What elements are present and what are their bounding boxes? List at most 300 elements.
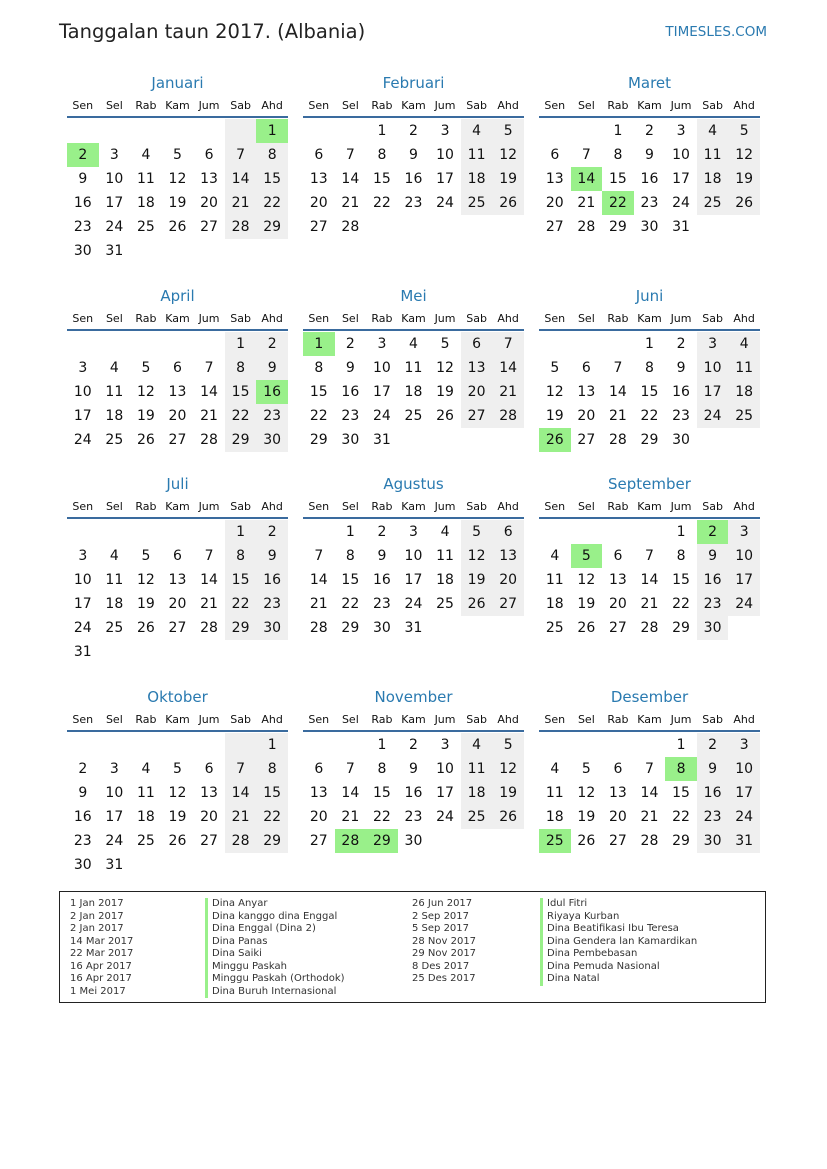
weekday-label: Sab xyxy=(466,499,487,513)
day-cell: 3 xyxy=(697,332,729,356)
week-row xyxy=(67,239,288,263)
day-cell: 24 xyxy=(372,408,391,424)
day-cell: 10 xyxy=(436,147,454,163)
day-cell: 13 xyxy=(309,785,328,801)
week-row xyxy=(303,215,524,239)
empty-cell xyxy=(539,119,571,143)
day-cell: 20 xyxy=(492,568,524,592)
legend-line: Dina kanggo dina Enggal xyxy=(205,911,345,924)
day-cell: 9 xyxy=(409,761,418,777)
legend-line: 16 Apr 2017 xyxy=(70,973,132,984)
day-cell: 25 xyxy=(136,833,155,849)
day-cell: 8 xyxy=(314,360,324,376)
day-cell: 22 xyxy=(672,809,690,825)
month-september xyxy=(539,473,760,640)
header-rule xyxy=(539,517,760,519)
week-row xyxy=(67,829,288,853)
day-cell: 13 xyxy=(608,572,627,588)
weekday-header xyxy=(539,708,760,730)
day-cell: 13 xyxy=(608,785,627,801)
week-row xyxy=(539,143,760,167)
day-cell: 13 xyxy=(461,356,493,380)
holiday-day-cell: 26 xyxy=(539,428,571,452)
week-row xyxy=(539,215,760,239)
day-cell: 3 xyxy=(377,336,387,352)
day-cell: 16 xyxy=(404,785,423,801)
weekday-header xyxy=(539,495,760,517)
week-row xyxy=(67,332,288,356)
day-cell: 2 xyxy=(697,733,729,757)
legend-line: 5 Sep 2017 xyxy=(412,923,470,934)
day-cell: 23 xyxy=(341,408,360,424)
weekday-label: Rab xyxy=(135,311,157,325)
day-cell: 17 xyxy=(672,171,690,187)
day-cell: 27 xyxy=(608,833,627,849)
day-cell: 7 xyxy=(225,143,257,167)
week-row xyxy=(539,805,760,829)
week-row xyxy=(303,616,524,640)
day-cell: 7 xyxy=(314,548,324,564)
week-row xyxy=(67,733,288,757)
day-cell: 11 xyxy=(728,356,760,380)
day-cell: 23 xyxy=(73,833,92,849)
day-cell: 23 xyxy=(404,195,423,211)
day-cell: 8 xyxy=(377,147,387,163)
month-name: September xyxy=(608,475,691,493)
empty-cell xyxy=(162,640,194,664)
day-cell: 14 xyxy=(640,572,659,588)
day-cell: 28 xyxy=(577,219,596,235)
day-cell: 4 xyxy=(141,147,151,163)
day-cell: 6 xyxy=(173,360,182,376)
day-cell: 14 xyxy=(225,167,257,191)
empty-cell xyxy=(335,119,367,143)
weekday-label: Sen xyxy=(308,712,330,726)
week-row xyxy=(539,544,760,568)
day-cell: 21 xyxy=(200,596,218,612)
weekday-label: Ahd xyxy=(497,499,519,513)
day-cell: 13 xyxy=(200,171,218,187)
day-cell: 19 xyxy=(492,781,524,805)
legend-line: 16 Apr 2017 xyxy=(70,960,132,972)
day-cell: 28 xyxy=(200,620,218,636)
day-cell: 28 xyxy=(200,432,218,448)
header-rule xyxy=(539,116,760,118)
weekday-label: Sab xyxy=(466,98,487,112)
day-cell: 27 xyxy=(200,219,218,235)
header-rule xyxy=(303,730,524,732)
day-cell: 9 xyxy=(345,360,355,376)
day-cell: 6 xyxy=(492,520,524,544)
day-cell: 14 xyxy=(341,171,360,187)
empty-cell xyxy=(634,733,666,757)
week-row xyxy=(67,805,288,829)
weekday-label: Rab xyxy=(371,98,393,112)
week-row xyxy=(539,356,760,380)
day-cell: 19 xyxy=(461,568,493,592)
day-cell: 25 xyxy=(728,404,760,428)
day-cell: 26 xyxy=(168,219,187,235)
weekday-label: Jum xyxy=(198,98,220,112)
day-cell: 29 xyxy=(341,620,360,636)
day-cell: 21 xyxy=(309,596,328,612)
legend-line: Riyaya Kurban xyxy=(540,911,697,924)
week-row xyxy=(67,640,288,664)
day-cell: 15 xyxy=(672,572,690,588)
day-cell: 8 xyxy=(676,548,686,564)
day-cell: 12 xyxy=(168,785,187,801)
empty-cell xyxy=(429,428,461,452)
weekday-label: Sab xyxy=(230,712,251,726)
day-cell: 26 xyxy=(436,408,454,424)
day-cell: 25 xyxy=(136,219,155,235)
empty-cell xyxy=(492,215,524,239)
day-cell: 12 xyxy=(168,171,187,187)
month-name: Mei xyxy=(400,287,427,305)
day-cell: 13 xyxy=(577,384,596,400)
day-cell: 5 xyxy=(141,360,151,376)
day-cell: 6 xyxy=(461,332,493,356)
day-cell: 19 xyxy=(136,596,155,612)
day-cell: 4 xyxy=(109,360,119,376)
empty-cell xyxy=(193,853,225,877)
empty-cell xyxy=(492,829,524,853)
week-row xyxy=(67,616,288,640)
weekday-label: Jum xyxy=(670,98,692,112)
day-cell: 17 xyxy=(436,785,454,801)
weekday-label: Jum xyxy=(434,98,456,112)
day-cell: 7 xyxy=(204,548,214,564)
legend-dates-column-2 xyxy=(412,898,476,986)
day-cell: 15 xyxy=(256,781,288,805)
day-cell: 26 xyxy=(168,833,187,849)
empty-cell xyxy=(571,332,603,356)
empty-cell xyxy=(256,853,288,877)
legend-line: Dina Natal xyxy=(540,973,697,986)
week-row xyxy=(539,428,760,452)
weekday-label: Kam xyxy=(637,712,662,726)
weekday-label: Sab xyxy=(230,311,251,325)
weekday-label: Sab xyxy=(230,499,251,513)
day-cell: 31 xyxy=(73,644,92,660)
day-cell: 12 xyxy=(492,757,524,781)
empty-cell xyxy=(303,520,335,544)
week-row xyxy=(303,568,524,592)
day-cell: 31 xyxy=(105,857,124,873)
week-row xyxy=(67,568,288,592)
empty-cell xyxy=(99,733,131,757)
day-cell: 8 xyxy=(225,544,257,568)
week-row xyxy=(303,404,524,428)
week-row xyxy=(539,191,760,215)
day-cell: 3 xyxy=(728,733,760,757)
day-cell: 14 xyxy=(200,384,218,400)
weekday-label: Jum xyxy=(198,311,220,325)
day-cell: 29 xyxy=(608,219,627,235)
empty-cell xyxy=(225,640,257,664)
week-row xyxy=(539,332,760,356)
header-rule xyxy=(67,730,288,732)
weekday-label: Ahd xyxy=(497,712,519,726)
week-row xyxy=(67,356,288,380)
day-cell: 31 xyxy=(105,243,124,259)
day-cell: 10 xyxy=(372,360,391,376)
weekday-label: Kam xyxy=(165,98,190,112)
day-cell: 15 xyxy=(672,785,690,801)
day-cell: 2 xyxy=(409,737,418,753)
empty-cell xyxy=(697,428,729,452)
legend-line: 2 Jan 2017 xyxy=(70,923,124,934)
day-cell: 20 xyxy=(577,408,596,424)
day-cell: 1 xyxy=(676,524,686,540)
day-cell: 23 xyxy=(256,592,288,616)
week-row xyxy=(303,356,524,380)
day-cell: 21 xyxy=(225,805,257,829)
day-cell: 9 xyxy=(645,147,654,163)
week-row xyxy=(303,428,524,452)
day-cell: 1 xyxy=(345,524,355,540)
day-cell: 18 xyxy=(136,195,155,211)
empty-cell xyxy=(697,215,729,239)
day-cell: 2 xyxy=(377,524,387,540)
day-cell: 15 xyxy=(372,171,391,187)
weekday-header xyxy=(67,708,288,730)
weekday-label: Sel xyxy=(105,499,123,513)
weekday-label: Jum xyxy=(670,712,692,726)
weekday-label: Sen xyxy=(544,98,566,112)
day-cell: 12 xyxy=(577,572,596,588)
day-cell: 25 xyxy=(545,620,564,636)
week-row xyxy=(539,520,760,544)
weekday-label: Kam xyxy=(401,311,426,325)
empty-cell xyxy=(539,733,571,757)
day-cell: 31 xyxy=(728,829,760,853)
weekday-label: Sel xyxy=(341,499,359,513)
month-name: Januari xyxy=(151,74,204,92)
day-cell: 19 xyxy=(136,408,155,424)
week-row xyxy=(539,404,760,428)
empty-cell xyxy=(461,215,493,239)
empty-cell xyxy=(162,119,194,143)
day-cell: 17 xyxy=(697,380,729,404)
day-cell: 30 xyxy=(372,620,391,636)
empty-cell xyxy=(225,733,257,757)
day-cell: 21 xyxy=(640,596,659,612)
day-cell: 20 xyxy=(608,596,627,612)
weekday-label: Rab xyxy=(607,499,629,513)
day-cell: 17 xyxy=(404,572,423,588)
day-cell: 18 xyxy=(461,781,493,805)
empty-cell xyxy=(256,640,288,664)
day-cell: 6 xyxy=(613,548,623,564)
empty-cell xyxy=(335,733,367,757)
day-cell: 16 xyxy=(341,384,360,400)
day-cell: 23 xyxy=(256,404,288,428)
day-cell: 10 xyxy=(105,171,124,187)
weekday-label: Sel xyxy=(105,712,123,726)
day-cell: 29 xyxy=(672,620,690,636)
day-cell: 3 xyxy=(728,520,760,544)
day-cell: 6 xyxy=(550,147,560,163)
day-cell: 25 xyxy=(461,191,493,215)
day-cell: 21 xyxy=(492,380,524,404)
day-cell: 18 xyxy=(545,809,564,825)
day-cell: 27 xyxy=(545,219,564,235)
day-cell: 12 xyxy=(136,384,155,400)
weekday-label: Rab xyxy=(371,712,393,726)
day-cell: 11 xyxy=(136,785,155,801)
weekday-label: Ahd xyxy=(261,499,283,513)
month-name: Oktober xyxy=(147,688,208,706)
day-cell: 24 xyxy=(105,833,124,849)
day-cell: 19 xyxy=(728,167,760,191)
empty-cell xyxy=(256,239,288,263)
week-row xyxy=(539,781,760,805)
day-cell: 17 xyxy=(105,809,124,825)
day-cell: 25 xyxy=(697,191,729,215)
day-cell: 15 xyxy=(309,384,328,400)
day-cell: 18 xyxy=(436,572,454,588)
day-cell: 18 xyxy=(404,384,423,400)
day-cell: 16 xyxy=(73,195,92,211)
month-mei xyxy=(303,285,524,452)
weekday-label: Sen xyxy=(72,712,94,726)
day-cell: 6 xyxy=(314,147,324,163)
holiday-day-cell: 2 xyxy=(697,520,729,544)
weekday-label: Jum xyxy=(198,712,220,726)
day-cell: 4 xyxy=(461,733,493,757)
week-row xyxy=(539,568,760,592)
month-oktober xyxy=(67,686,288,877)
empty-cell xyxy=(225,239,257,263)
day-cell: 16 xyxy=(404,171,423,187)
legend-line: Dina Anyar xyxy=(205,898,345,911)
holiday-legend xyxy=(59,891,766,1003)
day-cell: 30 xyxy=(697,616,729,640)
day-cell: 5 xyxy=(440,336,450,352)
weekday-label: Ahd xyxy=(261,712,283,726)
day-cell: 27 xyxy=(608,620,627,636)
month-maret xyxy=(539,72,760,239)
day-cell: 13 xyxy=(200,785,218,801)
empty-cell xyxy=(130,853,162,877)
day-cell: 13 xyxy=(309,171,328,187)
weekday-header xyxy=(303,708,524,730)
day-cell: 15 xyxy=(256,167,288,191)
day-cell: 3 xyxy=(78,548,88,564)
day-cell: 2 xyxy=(676,336,686,352)
day-cell: 3 xyxy=(109,761,119,777)
legend-line: 29 Nov 2017 xyxy=(412,948,477,959)
month-november xyxy=(303,686,524,853)
day-cell: 21 xyxy=(341,195,360,211)
holiday-day-cell: 5 xyxy=(571,544,603,568)
day-cell: 19 xyxy=(577,809,596,825)
week-row xyxy=(67,757,288,781)
empty-cell xyxy=(67,332,99,356)
weekday-label: Jum xyxy=(434,311,456,325)
day-cell: 11 xyxy=(404,360,423,376)
day-cell: 29 xyxy=(672,833,690,849)
empty-cell xyxy=(303,119,335,143)
day-cell: 2 xyxy=(256,520,288,544)
day-cell: 17 xyxy=(728,781,760,805)
day-cell: 28 xyxy=(640,833,659,849)
empty-cell xyxy=(193,520,225,544)
header-rule xyxy=(67,329,288,331)
day-cell: 10 xyxy=(697,356,729,380)
empty-cell xyxy=(130,520,162,544)
legend-line: Dina Beatifikasi Ibu Teresa xyxy=(540,923,697,936)
day-cell: 5 xyxy=(492,733,524,757)
empty-cell xyxy=(130,640,162,664)
day-cell: 1 xyxy=(377,737,387,753)
month-juni xyxy=(539,285,760,452)
day-cell: 12 xyxy=(545,384,564,400)
day-cell: 25 xyxy=(105,620,124,636)
day-cell: 11 xyxy=(105,384,124,400)
weekday-header xyxy=(539,307,760,329)
day-cell: 15 xyxy=(341,572,360,588)
empty-cell xyxy=(193,640,225,664)
site-link[interactable]: TIMESLES.COM xyxy=(665,24,767,40)
day-cell: 23 xyxy=(672,408,690,424)
weekday-label: Kam xyxy=(637,499,662,513)
day-cell: 6 xyxy=(204,147,214,163)
day-cell: 24 xyxy=(73,620,92,636)
month-april xyxy=(67,285,288,452)
empty-cell xyxy=(461,428,493,452)
legend-dates-column-1 xyxy=(70,898,133,998)
week-row xyxy=(303,119,524,143)
day-cell: 24 xyxy=(672,195,690,211)
day-cell: 9 xyxy=(676,360,686,376)
holiday-day-cell: 29 xyxy=(366,829,398,853)
day-cell: 2 xyxy=(409,123,418,139)
week-row xyxy=(303,592,524,616)
day-cell: 14 xyxy=(341,785,360,801)
day-cell: 26 xyxy=(728,191,760,215)
day-cell: 24 xyxy=(105,219,124,235)
holiday-day-cell: 25 xyxy=(539,829,571,853)
month-name: Maret xyxy=(627,74,672,92)
legend-line: 1 Mei 2017 xyxy=(70,985,126,997)
empty-cell xyxy=(99,520,131,544)
month-name: November xyxy=(374,688,453,706)
weekday-label: Sab xyxy=(702,98,723,112)
day-cell: 16 xyxy=(697,568,729,592)
week-row xyxy=(303,332,524,356)
empty-cell xyxy=(728,428,760,452)
day-cell: 22 xyxy=(341,596,360,612)
empty-cell xyxy=(193,119,225,143)
empty-cell xyxy=(130,733,162,757)
day-cell: 28 xyxy=(309,620,328,636)
empty-cell xyxy=(67,520,99,544)
legend-line: Idul Fitri xyxy=(540,898,697,911)
weekday-label: Ahd xyxy=(497,311,519,325)
day-cell: 8 xyxy=(613,147,623,163)
day-cell: 8 xyxy=(645,360,654,376)
day-cell: 2 xyxy=(645,123,654,139)
day-cell: 20 xyxy=(461,380,493,404)
day-cell: 29 xyxy=(225,616,257,640)
day-cell: 18 xyxy=(697,167,729,191)
header-rule xyxy=(67,517,288,519)
empty-cell xyxy=(225,853,257,877)
day-cell: 4 xyxy=(440,524,450,540)
legend-line: 28 Nov 2017 xyxy=(412,935,477,947)
